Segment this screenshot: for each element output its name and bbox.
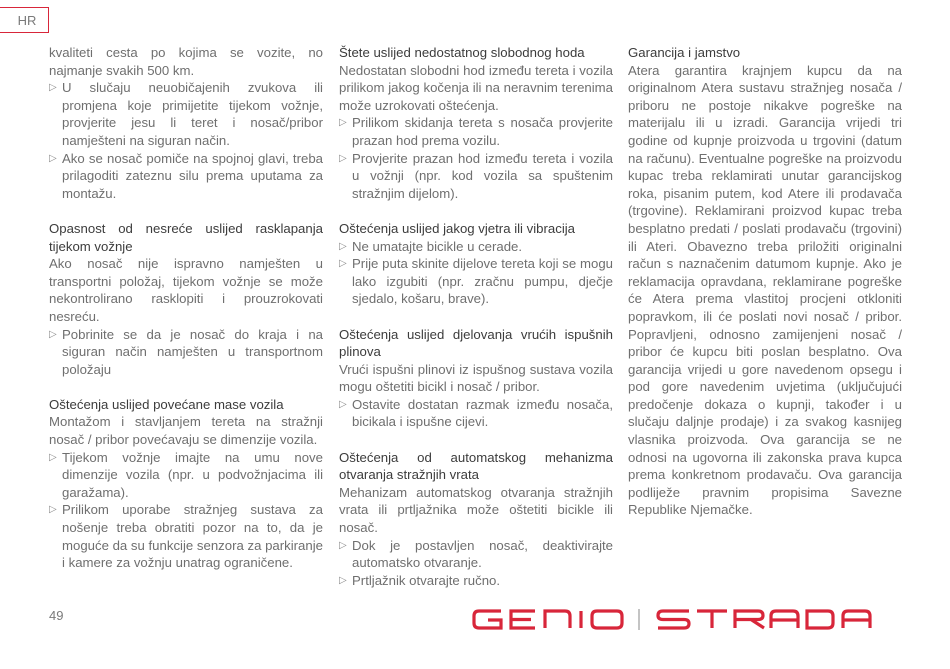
- section-heading: Štete uslijed nedostatnog slobodnog hoda: [339, 45, 585, 60]
- triangle-bullet-icon: ▷: [49, 82, 57, 94]
- triangle-bullet-icon: ▷: [339, 152, 347, 164]
- section-heading: Oštećenja uslijed djelovanja vrućih ispušnih plinova: [339, 326, 613, 360]
- list-item: ▷ Prilikom skidanja tereta s nosača provjerite prazan hod prema vozilu.: [339, 115, 613, 148]
- triangle-bullet-icon: ▷: [339, 240, 347, 252]
- column-1: [49, 44, 323, 572]
- paragraph: kvaliteti cesta po kojima se vozite, no najmanje svakih 500 km.: [49, 45, 323, 78]
- page-number: 49: [49, 608, 64, 623]
- paragraph: Mehanizam automatskog otvaranja stražnjih vrata ili prtljažnika može oštetiti bicikle ili nosač.: [339, 484, 613, 536]
- triangle-bullet-icon: ▷: [49, 504, 57, 516]
- column-3: [628, 44, 902, 519]
- list-item: ▷ Prilikom uporabe stražnjeg sustava za nošenje treba obratiti pozor na to, da je moguće da su funkcije senzora za parkiranje i kamere za vožnju unatrag ograničene.: [49, 502, 323, 571]
- triangle-bullet-icon: ▷: [339, 398, 347, 410]
- list-item: ▷ Prije puta skinite dijelove tereta koji se mogu lako izgubiti (npr. zračnu pumpu, dječje sjedalo, košaru, brave).: [339, 256, 613, 307]
- triangle-bullet-icon: ▷: [339, 117, 347, 129]
- paragraph: Atera garantira krajnjem kupcu da na originalnom Atera sustavu stražnjeg nosača / priboru ne postoje nikakve pogreške na materijalu ili u izradi. Garancija vrijedi tri godine od kupnje proizvoda u trgovini (datum na računu). Eventualne pogreške na proizvodu kupac treba reklamirati unutar garancijskog roka, pisanim putem, kod Atere ili prodavača (trgovine). Reklamirani proizvod kupac treba besplatno predati / poslati prodavaču (trgovini) ili Ateri. Obavezno treba priložiti originalni račun s naznačenim datumom kupnje. Ako je reklamacija opravdana, reklamirane pogreške će Atera prema vlastitoj procjeni otkloniti popravkom, ili će poslati novi nosač / pribor. Popravljeni, odnosno zamijenjeni nosač / pribor će kupcu biti poslan besplatno. Ova garancija vrijedi u gore navedenom opsegu i pod gore navedenim uvjetima (uključujući predočenje dokaza o kupnji, također i u slučaju daljnje prodaje) i za svakog kasnijeg vlasnika proizvoda. Ova garancija se ne odnosi na ugovorna ili zakonska prava kupca prema konkretnom prodavaču. Ova garancija podliježe pravnim propisima Savezne Republike Njemačke.: [628, 62, 902, 518]
- bullet-list: [339, 396, 613, 431]
- genio-strada-logo: [471, 606, 903, 633]
- list-item: ▷ Dok je postavljen nosač, deaktivirajte automatsko otvaranje.: [339, 537, 613, 571]
- bullet-list: [49, 79, 323, 202]
- list-item: ▷ Ako se nosač pomiče na spojnoj glavi, treba prilagoditi zateznu silu prema uputama za montažu.: [49, 150, 323, 201]
- bullet-list: [339, 238, 613, 308]
- list-item: ▷ Ne umatajte bicikle u cerade.: [339, 238, 523, 254]
- list-item: ▷ U slučaju neuobičajenih zvukova ili promjena koje primijetite tijekom vožnje, provjerite jesu li teret i nosač/pribor namješteni na siguran način.: [49, 80, 323, 148]
- triangle-bullet-icon: ▷: [339, 539, 347, 551]
- bullet-list: [49, 326, 323, 379]
- list-item: ▷ Pobrinite se da je nosač do kraja i na siguran način namješten u transportnom položaju: [49, 326, 323, 377]
- list-item: ▷ Tijekom vožnje imajte na umu nove dimenzije vozila (npr. u podvožnjacima ili garažama).: [49, 449, 323, 500]
- bullet-list: [339, 537, 613, 590]
- paragraph: Montažom i stavljanjem tereta na stražnji nosač / pribor povećavaju se dimenzije vozila.: [49, 414, 323, 448]
- column-2: [339, 44, 613, 589]
- triangle-bullet-icon: ▷: [49, 451, 57, 463]
- triangle-bullet-icon: ▷: [339, 574, 347, 586]
- section-heading: Oštećenja od automatskog mehanizma otvaranja stražnjih vrata: [339, 449, 613, 483]
- list-item: ▷ Provjerite prazan hod između tereta i vozila u vožnji (npr. kod vozila sa spuštenim stražnjim dijelom).: [339, 150, 613, 201]
- paragraph: Vrući ispušni plinovi iz ispušnog sustava vozila mogu oštetiti bicikl i nosač / pribor.: [339, 361, 613, 395]
- section-heading: Oštećenja uslijed povećane mase vozila: [49, 396, 284, 412]
- bullet-list: [49, 449, 323, 572]
- bullet-list: [339, 114, 613, 202]
- paragraph: Nedostatan slobodni hod između tereta i vozila prilikom jakog kočenja ili na neravnim terenima može uzrokovati oštećenja.: [339, 62, 613, 113]
- section-heading: Oštećenja uslijed jakog vjetra ili vibracija: [339, 220, 576, 236]
- language-tab: HR: [0, 7, 49, 33]
- paragraph: Ako nosač nije ispravno namješten u transportni položaj, tijekom vožnje se može nekontrolirano rasklopiti i prouzrokovati nesreću.: [49, 256, 323, 324]
- list-item: ▷ Ostavite dostatan razmak između nosača, bicikala i ispušne cijevi.: [339, 396, 613, 430]
- triangle-bullet-icon: ▷: [49, 152, 57, 164]
- section-heading: Garancija i jamstvo: [628, 45, 741, 60]
- section-heading: Opasnost od nesreće uslijed rasklapanja tijekom vožnje: [49, 220, 323, 254]
- triangle-bullet-icon: ▷: [339, 258, 347, 270]
- triangle-bullet-icon: ▷: [49, 328, 57, 340]
- list-item: ▷ Prtljažnik otvarajte ručno.: [339, 572, 501, 588]
